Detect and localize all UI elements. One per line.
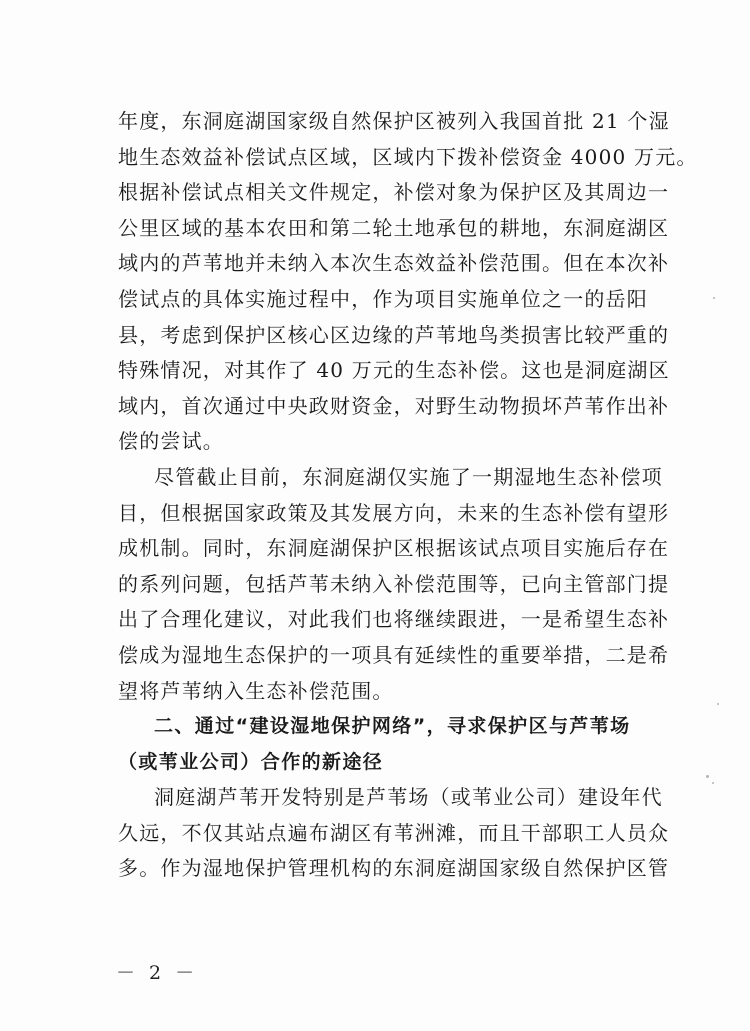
paragraph-1-line-10: 偿的尝试。 xyxy=(118,429,224,454)
paragraph-1-line-6: 偿试点的具体实施过程中，作为项目实施单位之一的岳阳 xyxy=(118,286,648,311)
paragraph-1-line-7: 县，考虑到保护区核心区边缘的芦苇地鸟类损害比较严重的 xyxy=(118,322,670,347)
page-number: － 2 － xyxy=(116,962,199,984)
paragraph-3-line-2: 久远，不仅其站点遍布湖区有苇洲滩，而且干部职工人员众 xyxy=(118,820,670,845)
scan-speck xyxy=(706,775,709,778)
paragraph-2-line-4: 的系列问题，包括芦苇未纳入补偿范围等，已向主管部门提 xyxy=(118,571,670,596)
paragraph-1-line-5: 域内的芦苇地并未纳入本次生态效益补偿范围。但在本次补 xyxy=(118,251,670,276)
scan-speck xyxy=(712,782,714,784)
section-heading-line-1: 二、通过“建设湿地保护网络”，寻求保护区与芦苇场 xyxy=(154,715,631,738)
paragraph-1-line-2: 地生态效益补偿试点区域，区域内下拨补偿资金 4000 万元。 xyxy=(118,144,698,169)
paragraph-1-line-8: 特殊情况，对其作了 40 万元的生态补偿。这也是洞庭湖区 xyxy=(118,358,670,383)
paragraph-2-line-7: 望将芦苇纳入生态补偿范围。 xyxy=(118,678,394,703)
paragraph-2-line-6: 偿成为湿地生态保护的一项具有延续性的重要举措，二是希 xyxy=(118,642,670,667)
paragraph-2-line-1: 尽管截止目前，东洞庭湖仅实施了一期湿地生态补偿项 xyxy=(154,464,663,489)
paragraph-1-line-1: 年度，东洞庭湖国家级自然保护区被列入我国首批 21 个湿 xyxy=(118,109,670,133)
paragraph-1-line-3: 根据补偿试点相关文件规定，补偿对象为保护区及其周边一 xyxy=(118,180,670,205)
section-heading-line-2: （或苇业公司）合作的新途径 xyxy=(118,750,384,773)
scan-speck xyxy=(713,297,715,299)
paragraph-1-line-9: 域内，首次通过中央政财资金，对野生动物损坏芦苇作出补 xyxy=(118,393,670,418)
scan-speck xyxy=(717,703,719,705)
paragraph-2-line-5: 出了合理化建议，对此我们也将继续跟进，一是希望生态补 xyxy=(118,607,670,632)
document-body xyxy=(118,104,698,887)
paragraph-3-line-1: 洞庭湖芦苇开发特别是芦苇场（或苇业公司）建设年代 xyxy=(154,785,663,810)
paragraph-2-line-3: 成机制。同时，东洞庭湖保护区根据该试点项目实施后存在 xyxy=(118,536,670,561)
paragraph-3-line-3: 多。作为湿地保护管理机构的东洞庭湖国家级自然保护区管 xyxy=(118,856,670,881)
paragraph-2-line-2: 目，但根据国家政策及其发展方向，未来的生态补偿有望形 xyxy=(118,500,670,525)
paragraph-1-line-4: 公里区域的基本农田和第二轮土地承包的耕地，东洞庭湖区 xyxy=(118,215,670,240)
